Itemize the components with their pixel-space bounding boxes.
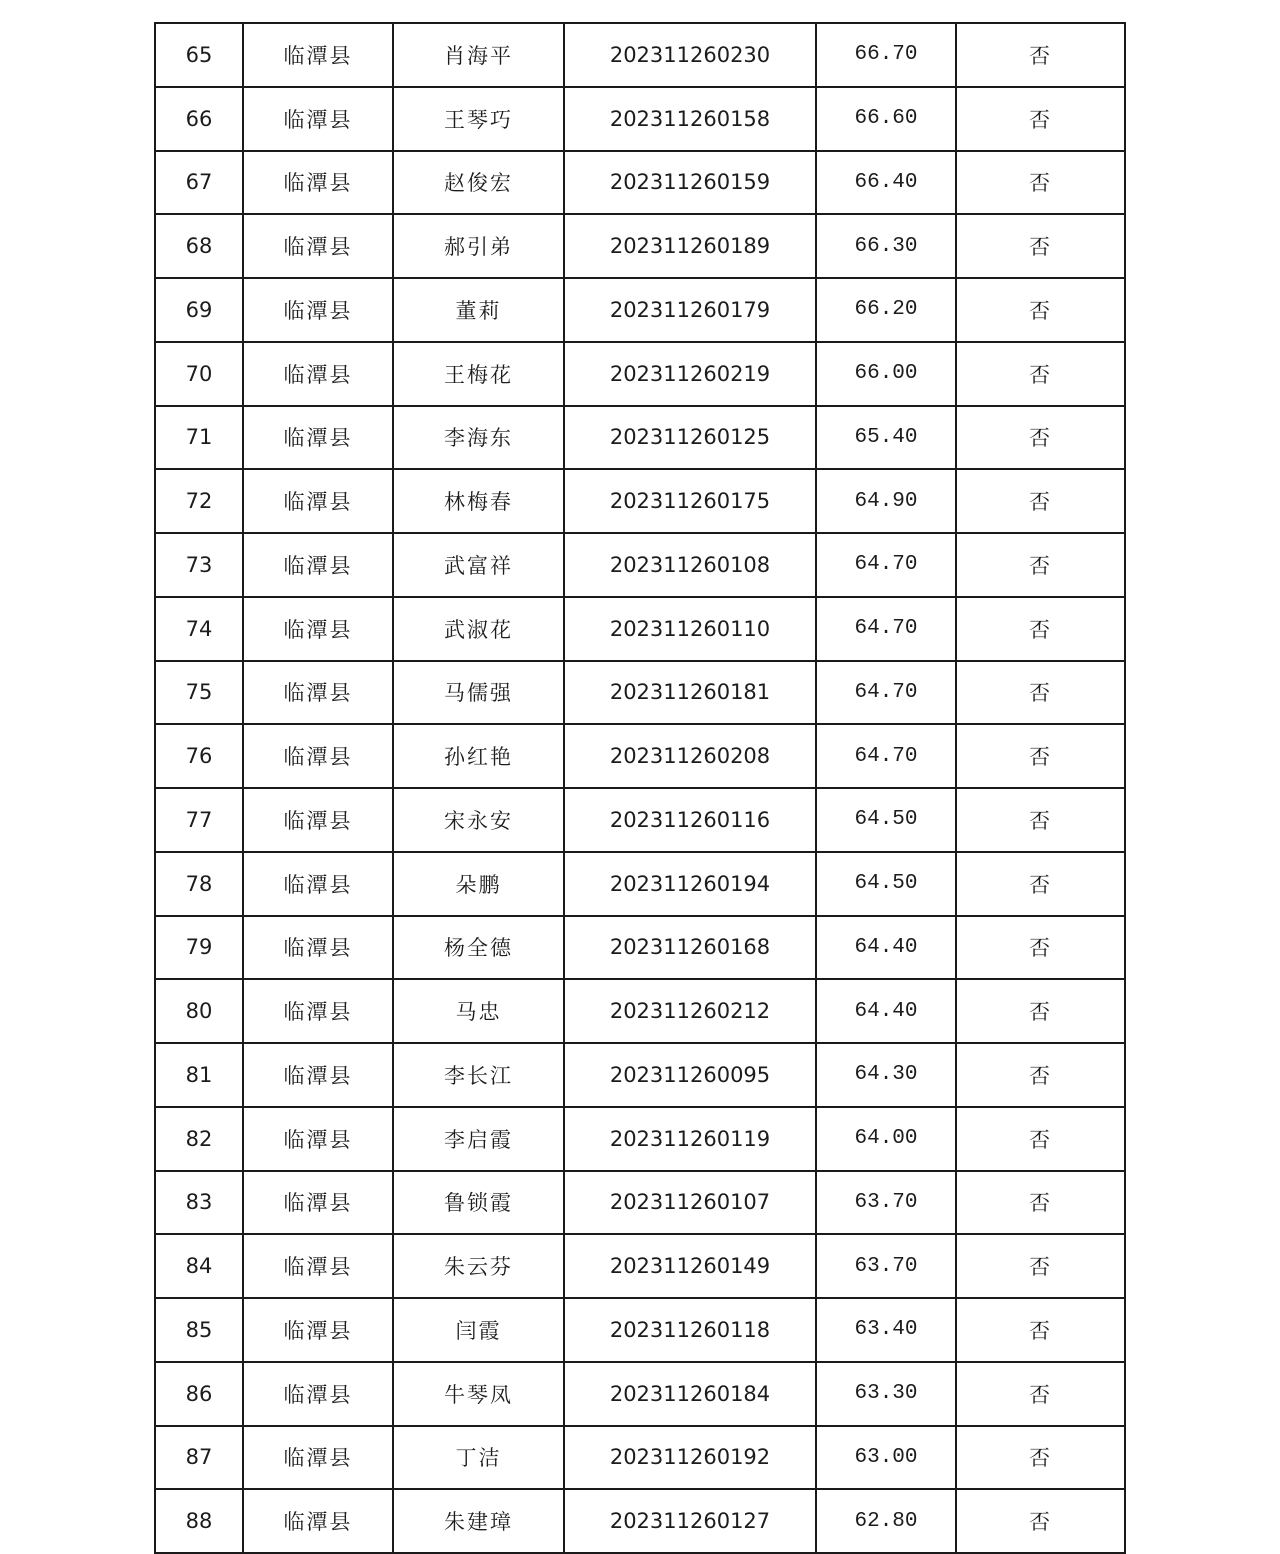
cell-seq-number: 76 (155, 724, 243, 788)
cell-exam-id: 202311260168 (564, 916, 816, 980)
table-row (155, 1234, 1125, 1298)
cell-flag: 否 (956, 788, 1125, 852)
cell-exam-id: 202311260159 (564, 151, 816, 215)
cell-flag: 否 (956, 406, 1125, 470)
table-row (155, 661, 1125, 725)
cell-flag: 否 (956, 214, 1125, 278)
cell-county: 临潭县 (243, 1234, 393, 1298)
cell-county: 临潭县 (243, 1362, 393, 1426)
cell-candidate-name: 林梅春 (393, 469, 564, 533)
cell-exam-id: 202311260208 (564, 724, 816, 788)
cell-exam-id: 202311260194 (564, 852, 816, 916)
cell-exam-id: 202311260175 (564, 469, 816, 533)
cell-candidate-name: 赵俊宏 (393, 151, 564, 215)
cell-score: 66.70 (816, 23, 956, 87)
cell-exam-id: 202311260110 (564, 597, 816, 661)
cell-score: 66.30 (816, 214, 956, 278)
cell-county: 临潭县 (243, 916, 393, 980)
cell-exam-id: 202311260095 (564, 1043, 816, 1107)
cell-exam-id: 202311260181 (564, 661, 816, 725)
table-row (155, 214, 1125, 278)
cell-seq-number: 78 (155, 852, 243, 916)
cell-county: 临潭县 (243, 1107, 393, 1171)
cell-exam-id: 202311260189 (564, 214, 816, 278)
cell-candidate-name: 王琴巧 (393, 87, 564, 151)
cell-county: 临潭县 (243, 661, 393, 725)
cell-score: 64.40 (816, 916, 956, 980)
cell-score: 63.40 (816, 1298, 956, 1362)
cell-score: 62.80 (816, 1489, 956, 1553)
cell-candidate-name: 马忠 (393, 979, 564, 1043)
cell-exam-id: 202311260116 (564, 788, 816, 852)
table-row (155, 1362, 1125, 1426)
cell-seq-number: 83 (155, 1171, 243, 1235)
cell-candidate-name: 肖海平 (393, 23, 564, 87)
cell-candidate-name: 宋永安 (393, 788, 564, 852)
cell-county: 临潭县 (243, 724, 393, 788)
cell-flag: 否 (956, 916, 1125, 980)
cell-flag: 否 (956, 852, 1125, 916)
cell-score: 64.30 (816, 1043, 956, 1107)
table-row (155, 87, 1125, 151)
cell-flag: 否 (956, 87, 1125, 151)
cell-county: 临潭县 (243, 1298, 393, 1362)
cell-county: 临潭县 (243, 151, 393, 215)
cell-score: 66.40 (816, 151, 956, 215)
cell-county: 临潭县 (243, 342, 393, 406)
cell-candidate-name: 朵鹏 (393, 852, 564, 916)
cell-flag: 否 (956, 469, 1125, 533)
table-row (155, 1426, 1125, 1490)
table-row (155, 533, 1125, 597)
cell-seq-number: 73 (155, 533, 243, 597)
cell-flag: 否 (956, 979, 1125, 1043)
cell-seq-number: 71 (155, 406, 243, 470)
cell-exam-id: 202311260118 (564, 1298, 816, 1362)
cell-county: 临潭县 (243, 214, 393, 278)
cell-exam-id: 202311260230 (564, 23, 816, 87)
cell-county: 临潭县 (243, 469, 393, 533)
cell-candidate-name: 马儒强 (393, 661, 564, 725)
cell-exam-id: 202311260192 (564, 1426, 816, 1490)
cell-exam-id: 202311260125 (564, 406, 816, 470)
table-row (155, 852, 1125, 916)
cell-county: 临潭县 (243, 852, 393, 916)
cell-seq-number: 87 (155, 1426, 243, 1490)
table-row (155, 724, 1125, 788)
cell-seq-number: 72 (155, 469, 243, 533)
cell-seq-number: 77 (155, 788, 243, 852)
cell-candidate-name: 鲁锁霞 (393, 1171, 564, 1235)
cell-flag: 否 (956, 661, 1125, 725)
cell-flag: 否 (956, 1107, 1125, 1171)
results-table-body (155, 23, 1125, 1553)
cell-seq-number: 88 (155, 1489, 243, 1553)
cell-score: 65.40 (816, 406, 956, 470)
table-row (155, 406, 1125, 470)
cell-score: 63.70 (816, 1234, 956, 1298)
cell-flag: 否 (956, 724, 1125, 788)
cell-score: 64.50 (816, 852, 956, 916)
cell-candidate-name: 李海东 (393, 406, 564, 470)
cell-exam-id: 202311260184 (564, 1362, 816, 1426)
table-row (155, 1171, 1125, 1235)
cell-exam-id: 202311260179 (564, 278, 816, 342)
table-row (155, 1298, 1125, 1362)
cell-exam-id: 202311260149 (564, 1234, 816, 1298)
cell-flag: 否 (956, 1043, 1125, 1107)
table-row (155, 1107, 1125, 1171)
cell-candidate-name: 丁洁 (393, 1426, 564, 1490)
cell-seq-number: 86 (155, 1362, 243, 1426)
cell-county: 临潭县 (243, 533, 393, 597)
cell-score: 66.60 (816, 87, 956, 151)
cell-score: 64.70 (816, 724, 956, 788)
cell-exam-id: 202311260107 (564, 1171, 816, 1235)
cell-flag: 否 (956, 1171, 1125, 1235)
cell-seq-number: 68 (155, 214, 243, 278)
cell-seq-number: 80 (155, 979, 243, 1043)
cell-score: 63.70 (816, 1171, 956, 1235)
cell-exam-id: 202311260212 (564, 979, 816, 1043)
cell-flag: 否 (956, 533, 1125, 597)
table-row (155, 278, 1125, 342)
cell-score: 63.30 (816, 1362, 956, 1426)
table-row (155, 916, 1125, 980)
table-row (155, 597, 1125, 661)
table-row (155, 1043, 1125, 1107)
cell-exam-id: 202311260108 (564, 533, 816, 597)
cell-county: 临潭县 (243, 1426, 393, 1490)
results-table (154, 22, 1126, 1554)
cell-candidate-name: 郝引弟 (393, 214, 564, 278)
cell-seq-number: 67 (155, 151, 243, 215)
cell-candidate-name: 杨全德 (393, 916, 564, 980)
cell-candidate-name: 武淑花 (393, 597, 564, 661)
cell-county: 临潭县 (243, 1489, 393, 1553)
cell-county: 临潭县 (243, 788, 393, 852)
table-row (155, 979, 1125, 1043)
cell-score: 64.70 (816, 597, 956, 661)
cell-seq-number: 70 (155, 342, 243, 406)
cell-exam-id: 202311260158 (564, 87, 816, 151)
cell-seq-number: 75 (155, 661, 243, 725)
cell-county: 临潭县 (243, 1171, 393, 1235)
cell-seq-number: 74 (155, 597, 243, 661)
cell-flag: 否 (956, 342, 1125, 406)
cell-flag: 否 (956, 1234, 1125, 1298)
cell-score: 64.70 (816, 533, 956, 597)
cell-score: 64.90 (816, 469, 956, 533)
cell-county: 临潭县 (243, 87, 393, 151)
table-row (155, 342, 1125, 406)
cell-candidate-name: 牛琴凤 (393, 1362, 564, 1426)
cell-score: 66.20 (816, 278, 956, 342)
cell-exam-id: 202311260127 (564, 1489, 816, 1553)
table-row (155, 23, 1125, 87)
table-row (155, 469, 1125, 533)
cell-seq-number: 65 (155, 23, 243, 87)
cell-exam-id: 202311260119 (564, 1107, 816, 1171)
cell-flag: 否 (956, 1298, 1125, 1362)
cell-seq-number: 66 (155, 87, 243, 151)
cell-candidate-name: 李长江 (393, 1043, 564, 1107)
cell-candidate-name: 朱建璋 (393, 1489, 564, 1553)
cell-seq-number: 85 (155, 1298, 243, 1362)
table-row (155, 151, 1125, 215)
cell-score: 64.00 (816, 1107, 956, 1171)
cell-flag: 否 (956, 151, 1125, 215)
table-row (155, 788, 1125, 852)
cell-seq-number: 81 (155, 1043, 243, 1107)
cell-county: 临潭县 (243, 23, 393, 87)
cell-flag: 否 (956, 278, 1125, 342)
cell-candidate-name: 王梅花 (393, 342, 564, 406)
cell-score: 64.70 (816, 661, 956, 725)
cell-seq-number: 79 (155, 916, 243, 980)
cell-flag: 否 (956, 1362, 1125, 1426)
cell-seq-number: 82 (155, 1107, 243, 1171)
cell-score: 64.50 (816, 788, 956, 852)
cell-county: 临潭县 (243, 979, 393, 1043)
cell-county: 临潭县 (243, 406, 393, 470)
cell-county: 临潭县 (243, 597, 393, 661)
cell-flag: 否 (956, 23, 1125, 87)
cell-flag: 否 (956, 1426, 1125, 1490)
cell-score: 64.40 (816, 979, 956, 1043)
cell-score: 63.00 (816, 1426, 956, 1490)
cell-exam-id: 202311260219 (564, 342, 816, 406)
table-row (155, 1489, 1125, 1553)
cell-seq-number: 84 (155, 1234, 243, 1298)
cell-seq-number: 69 (155, 278, 243, 342)
cell-candidate-name: 武富祥 (393, 533, 564, 597)
cell-candidate-name: 朱云芬 (393, 1234, 564, 1298)
cell-county: 临潭县 (243, 278, 393, 342)
cell-flag: 否 (956, 597, 1125, 661)
cell-score: 66.00 (816, 342, 956, 406)
document-page (154, 22, 1124, 1535)
cell-candidate-name: 闫霞 (393, 1298, 564, 1362)
cell-county: 临潭县 (243, 1043, 393, 1107)
cell-candidate-name: 董莉 (393, 278, 564, 342)
cell-candidate-name: 孙红艳 (393, 724, 564, 788)
cell-candidate-name: 李启霞 (393, 1107, 564, 1171)
cell-flag: 否 (956, 1489, 1125, 1553)
